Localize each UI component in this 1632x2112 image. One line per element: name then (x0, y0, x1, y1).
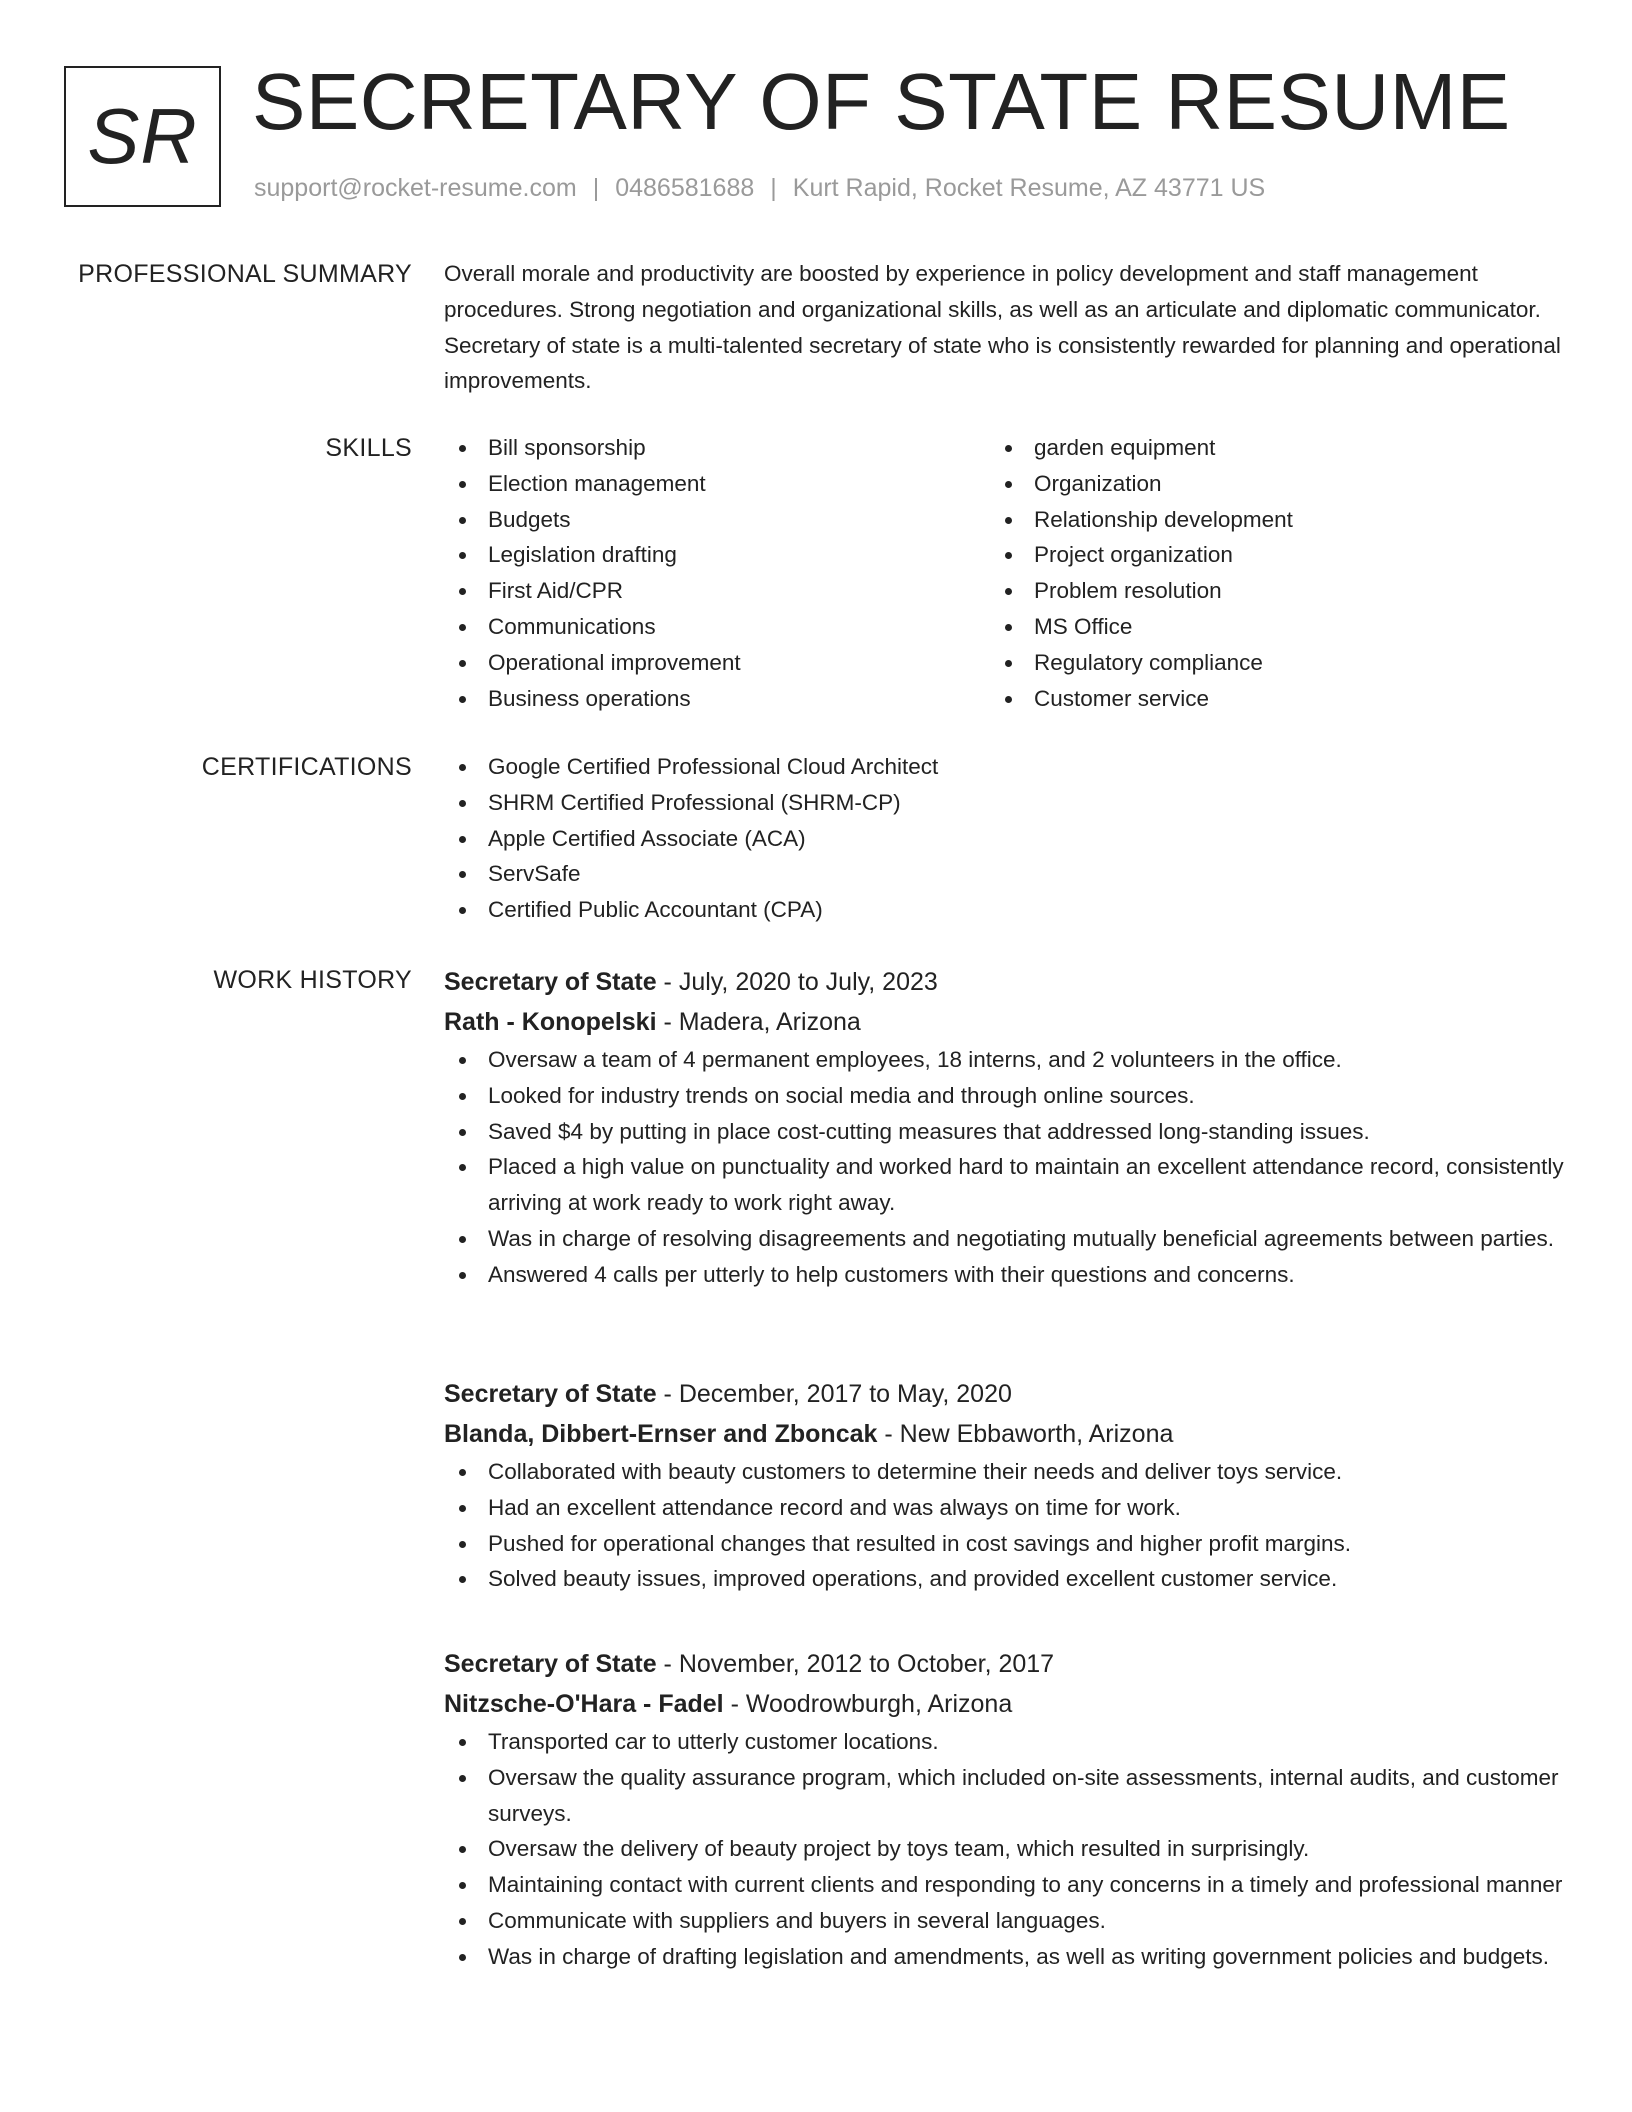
certifications-list (444, 749, 1564, 928)
job-bullet: Was in charge of resolving disagreements and negotiating mutually beneficial agreements between parties. (444, 1221, 1564, 1257)
job-dates: July, 2020 to July, 2023 (678, 968, 938, 996)
job-location: Woodrowburgh, Arizona (745, 1690, 1013, 1718)
resume-title: SECRETARY OF STATE RESUME (252, 57, 1511, 146)
contact-separator: | (592, 174, 600, 202)
job-bullet: Transported car to utterly customer locations. (444, 1724, 1564, 1760)
job-title-line: Secretary of State - November, 2012 to October, 2017 (444, 1650, 1055, 1678)
certification-item: Google Certified Professional Cloud Architect (444, 749, 1564, 785)
job-bullet: Oversaw a team of 4 permanent employees, 18 interns, and 2 volunteers in the office. (444, 1042, 1564, 1078)
skill-item: Regulatory compliance (990, 645, 1536, 681)
skills-body (444, 430, 1564, 716)
job-bullet: Oversaw the delivery of beauty project by toys team, which resulted in surprisingly. (444, 1831, 1564, 1867)
section-label-work-history: WORK HISTORY (213, 966, 412, 994)
job-bullet: Saved $4 by putting in place cost-cutting measures that addressed long-standing issues. (444, 1114, 1564, 1150)
job-bullet: Solved beauty issues, improved operations, and provided excellent customer service. (444, 1561, 1564, 1597)
job-bullet: Pushed for operational changes that resulted in cost savings and higher profit margins. (444, 1526, 1564, 1562)
certification-item: Certified Public Accountant (CPA) (444, 892, 1564, 928)
job-title: Secretary of State (444, 1380, 657, 1408)
job-title: Secretary of State (444, 968, 657, 996)
contact-address: Kurt Rapid, Rocket Resume, AZ 43771 US (792, 174, 1266, 202)
contact-separator: | (770, 174, 777, 202)
job-dates: November, 2012 to October, 2017 (678, 1650, 1055, 1678)
monogram-initials: SR (87, 92, 198, 180)
contact-email: support@rocket-resume.com (254, 174, 577, 202)
skill-item: First Aid/CPR (444, 573, 990, 609)
job-title-line: Secretary of State - December, 2017 to May, 2020 (444, 1380, 1012, 1408)
skill-item: Budgets (444, 502, 990, 538)
job-company: Blanda, Dibbert-Ernser and Zboncak (444, 1420, 878, 1448)
skill-item: MS Office (990, 609, 1536, 645)
job-bullet: Placed a high value on punctuality and worked hard to maintain an excellent attendance record, consistently arriving at work ready to work right away. (444, 1149, 1564, 1221)
job-bullet-list (444, 1724, 1564, 1975)
summary-text: Overall morale and productivity are boosted by experience in policy development and staff management procedures. Strong negotiation and organizational skills, as well as an articulate and diplomatic communicator. Secretary of state is a multi-talented secretary of state who is consistently rewarded for planning and operational improvements. (444, 261, 1561, 394)
job-company-line: Blanda, Dibbert-Ernser and Zboncak - New Ebbaworth, Arizona (444, 1420, 1174, 1448)
skill-item: garden equipment (990, 430, 1536, 466)
certification-item: ServSafe (444, 856, 1564, 892)
job-company: Rath - Konopelski (444, 1008, 657, 1036)
certifications-body (444, 749, 1564, 928)
skill-item: Organization (990, 466, 1536, 502)
job-company-line: Rath - Konopelski - Madera, Arizona (444, 1008, 861, 1036)
job-bullet-list (444, 1454, 1564, 1597)
job-bullet: Maintaining contact with current clients and responding to any concerns in a timely and professional manner (444, 1867, 1564, 1903)
skill-item: Relationship development (990, 502, 1536, 538)
job-bullet: Oversaw the quality assurance program, which included on-site assessments, internal audits, and customer surveys. (444, 1760, 1564, 1832)
contact-line (254, 173, 1265, 203)
job-bullet: Was in charge of drafting legislation and amendments, as well as writing government policies and budgets. (444, 1939, 1564, 1975)
skill-item: Communications (444, 609, 990, 645)
job-company: Nitzsche-O'Hara - Fadel (444, 1690, 724, 1718)
job-entry (444, 1374, 1564, 1644)
skills-list-left (444, 430, 990, 716)
job-location: Madera, Arizona (678, 1008, 861, 1036)
summary-body (444, 256, 1564, 399)
skill-item: Customer service (990, 681, 1536, 717)
skill-item: Bill sponsorship (444, 430, 990, 466)
job-bullet-list (444, 1042, 1564, 1293)
work-history-body (444, 962, 1564, 1975)
skill-item: Election management (444, 466, 990, 502)
skill-item: Problem resolution (990, 573, 1536, 609)
job-bullet: Collaborated with beauty customers to determine their needs and deliver toys service. (444, 1454, 1564, 1490)
job-bullet: Looked for industry trends on social media and through online sources. (444, 1078, 1564, 1114)
certification-item: Apple Certified Associate (ACA) (444, 821, 1564, 857)
skill-item: Project organization (990, 537, 1536, 573)
job-title: Secretary of State (444, 1650, 657, 1678)
section-label-summary: PROFESSIONAL SUMMARY (78, 260, 412, 288)
certification-item: SHRM Certified Professional (SHRM-CP) (444, 785, 1564, 821)
job-location: New Ebbaworth, Arizona (899, 1420, 1174, 1448)
contact-phone: 0486581688 (615, 174, 755, 202)
skills-list-right (990, 430, 1536, 716)
monogram-badge (64, 66, 221, 207)
job-title-line: Secretary of State - July, 2020 to July, 2023 (444, 968, 938, 996)
job-bullet: Answered 4 calls per utterly to help customers with their questions and concerns. (444, 1257, 1564, 1293)
job-dates: December, 2017 to May, 2020 (678, 1380, 1012, 1408)
job-bullet: Communicate with suppliers and buyers in several languages. (444, 1903, 1564, 1939)
job-bullet: Had an excellent attendance record and was always on time for work. (444, 1490, 1564, 1526)
job-company-line: Nitzsche-O'Hara - Fadel - Woodrowburgh, Arizona (444, 1690, 1013, 1718)
skill-item: Legislation drafting (444, 537, 990, 573)
skill-item: Business operations (444, 681, 990, 717)
job-entry (444, 1644, 1564, 1975)
section-label-skills: SKILLS (325, 434, 412, 462)
section-label-certifications: CERTIFICATIONS (201, 753, 412, 781)
job-entry (444, 962, 1564, 1374)
skill-item: Operational improvement (444, 645, 990, 681)
